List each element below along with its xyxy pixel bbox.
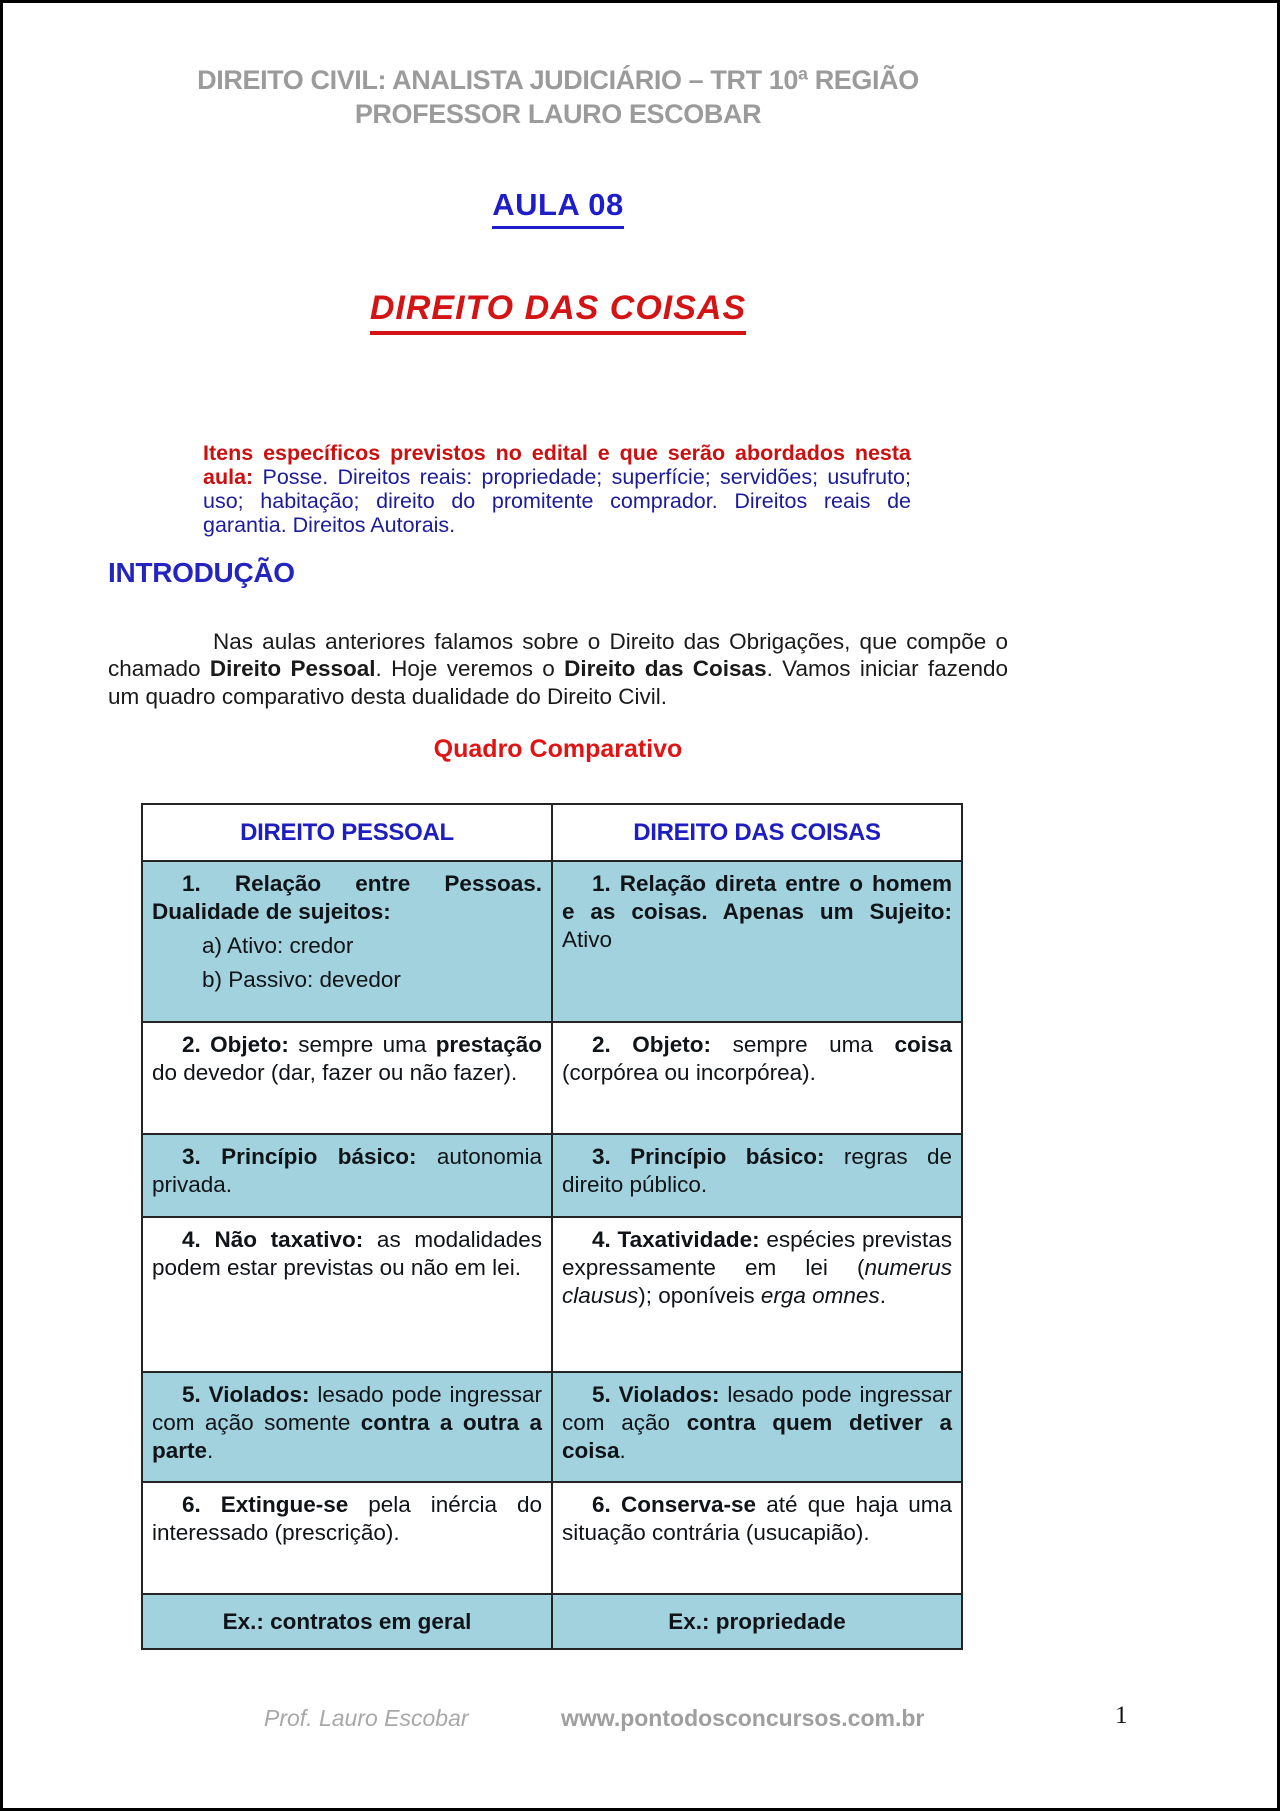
chapter-heading-text: DIREITO DAS COISAS xyxy=(370,289,746,335)
professor-name: PROFESSOR LAURO ESCOBAR xyxy=(354,99,762,129)
table-row xyxy=(142,1594,962,1649)
cell-example-left: Ex.: contratos em geral xyxy=(142,1594,552,1649)
intro-heading: INTRODUÇÃO xyxy=(108,557,295,588)
cell-r4-left xyxy=(142,1217,552,1372)
cell-text: . xyxy=(619,1438,626,1463)
intro-bold-direito-pessoal: Direito Pessoal xyxy=(209,656,376,681)
cell-text: sempre uma xyxy=(288,1032,436,1057)
cell-text: 6. Conserva-se xyxy=(592,1492,757,1517)
cell-text: 2. Objeto: xyxy=(182,1032,289,1057)
cell-r6-right xyxy=(552,1482,962,1594)
cell-text: sempre uma xyxy=(711,1032,895,1057)
cell-text: regras de direito público. xyxy=(562,1144,952,1197)
cell-text: b) Passivo: devedor xyxy=(202,967,401,992)
table-caption: Quadro Comparativo xyxy=(433,735,683,763)
cell-text: ); oponíveis xyxy=(638,1283,761,1308)
cell-text: prestação xyxy=(435,1032,542,1057)
cell-text: (corpórea ou incorpórea). xyxy=(562,1060,816,1085)
cell-text: . xyxy=(207,1438,214,1463)
cell-r2-left xyxy=(142,1022,552,1134)
edital-body: Posse. Direitos reais: propriedade; superfície; servidões; usufruto; uso; habitação; direito do promitente comprador. Direitos reais de garantia. Direitos Autorais. xyxy=(203,464,911,537)
cell-text: 4. Não taxativo: xyxy=(182,1227,364,1252)
cell-text: 5. Violados: xyxy=(182,1382,310,1407)
lesson-heading-text: AULA 08 xyxy=(492,187,624,229)
cell-text-latin: numerus clausus xyxy=(562,1255,952,1308)
cell-r3-right xyxy=(552,1134,962,1217)
intro-seg-1: Nas aulas anteriores falamos sobre o Direito das Obrigações, que compõe o chamado xyxy=(108,628,1008,681)
cell-text: lesado pode ingressar com ação xyxy=(562,1382,952,1435)
cell-text: 6. Extingue-se xyxy=(182,1492,349,1517)
footer-author: Prof. Lauro Escobar xyxy=(264,1705,469,1731)
cell-text: pela inércia do interessado (prescrição). xyxy=(152,1492,542,1545)
chapter-heading xyxy=(108,289,1008,335)
table-row xyxy=(142,1372,962,1482)
cell-text: a) Ativo: credor xyxy=(202,933,354,958)
cell-text: autonomia privada. xyxy=(152,1144,542,1197)
cell-r1-left xyxy=(142,861,552,1022)
cell-r5-left xyxy=(142,1372,552,1482)
cell-r6-left xyxy=(142,1482,552,1594)
cell-example-right: Ex.: propriedade xyxy=(552,1594,962,1649)
edital-paragraph xyxy=(203,441,911,537)
cell-text: contra quem detiver a coisa xyxy=(562,1410,952,1463)
table-row xyxy=(142,1217,962,1372)
table-header-row xyxy=(142,804,962,861)
table-row xyxy=(142,1134,962,1217)
comparative-table xyxy=(141,803,963,1650)
intro-seg-3: . Vamos iniciar fazendo um quadro comparativo desta dualidade do Direito Civil. xyxy=(108,656,1008,709)
intro-seg-2: . Hoje veremos o xyxy=(375,656,565,681)
column-header-direito-pessoal: DIREITO PESSOAL xyxy=(142,804,552,861)
cell-text: coisa xyxy=(894,1032,952,1057)
edital-lead: Itens específicos previstos no edital e que serão abordados nesta aula: xyxy=(203,440,911,489)
cell-text: até que haja uma situação contrária (usucapião). xyxy=(562,1492,952,1545)
cell-r1-right xyxy=(552,861,962,1022)
table-row xyxy=(142,861,962,1022)
cell-r2-right xyxy=(552,1022,962,1134)
cell-text: 1. Relação direta entre o homem e as coisas. Apenas um Sujeito: xyxy=(562,871,952,924)
cell-text-latin: erga omnes xyxy=(760,1283,880,1308)
cell-r5-right xyxy=(552,1372,962,1482)
cell-text: 3. Princípio básico: xyxy=(592,1144,825,1169)
footer-website: www.pontodosconcursos.com.br xyxy=(561,1705,925,1731)
table-row xyxy=(142,1482,962,1594)
cell-text: Ativo xyxy=(562,927,613,952)
table-row xyxy=(142,1022,962,1134)
cell-text: contra a outra a parte xyxy=(152,1410,542,1463)
cell-r3-left xyxy=(142,1134,552,1217)
course-title: DIREITO CIVIL: ANALISTA JUDICIÁRIO – TRT 10ª REGIÃO xyxy=(197,65,919,95)
lesson-heading xyxy=(108,187,1008,229)
cell-text: 3. Princípio básico: xyxy=(182,1144,417,1169)
cell-text: espécies previstas expressamente em lei ( xyxy=(562,1227,952,1280)
cell-r4-right xyxy=(552,1217,962,1372)
course-header xyxy=(108,63,1008,131)
cell-text: 5. Violados: xyxy=(592,1382,720,1407)
column-header-direito-das-coisas: DIREITO DAS COISAS xyxy=(552,804,962,861)
intro-bold-direito-das-coisas: Direito das Coisas xyxy=(564,656,767,681)
cell-text: 4. Taxatividade: xyxy=(592,1227,760,1252)
intro-paragraph xyxy=(108,628,1008,711)
cell-text: lesado pode ingressar com ação somente xyxy=(152,1382,542,1435)
cell-text: 2. Objeto: xyxy=(592,1032,712,1057)
cell-text: do devedor (dar, fazer ou não fazer). xyxy=(152,1060,518,1085)
footer-page-number: 1 xyxy=(1115,1702,1128,1729)
cell-text: . xyxy=(879,1283,886,1308)
cell-text: as modalidades podem estar previstas ou não em lei. xyxy=(152,1227,542,1280)
cell-text: 1. Relação entre Pessoas. Dualidade de sujeitos: xyxy=(152,871,542,924)
